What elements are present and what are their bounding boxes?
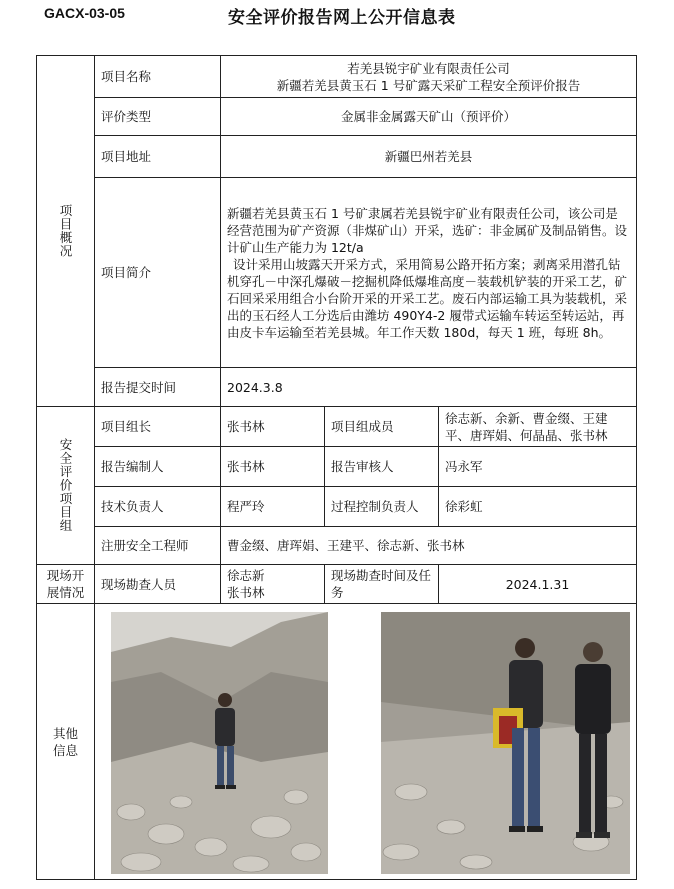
site-surveyors-label: 现场勘查人员 bbox=[95, 565, 221, 604]
process-control-label: 过程控制负责人 bbox=[325, 487, 439, 527]
section-site-work bbox=[37, 565, 95, 604]
project-name-value bbox=[221, 56, 637, 98]
section-label-line: 信息 bbox=[52, 742, 78, 758]
section-label-line: 现场开 bbox=[46, 568, 85, 583]
site-photo-1 bbox=[111, 612, 328, 874]
evaluation-type-value: 金属非金属露天矿山（预评价） bbox=[221, 98, 637, 136]
technical-lead-value: 程严玲 bbox=[221, 487, 325, 527]
project-intro-label: 项目简介 bbox=[95, 178, 221, 368]
document-code: GACX-03-05 bbox=[44, 5, 125, 21]
document-title: 安全评价报告网上公开信息表 bbox=[228, 8, 456, 28]
report-author-label: 报告编制人 bbox=[95, 447, 221, 487]
info-table bbox=[36, 55, 637, 880]
section-label-line: 其他 bbox=[52, 725, 78, 741]
intro-paragraph-2: 设计采用山坡露天开采方式，采用简易公路开拓方案；剥离采用潜孔钻机穿孔－中深孔爆破－挖掘机降低爆堆高度－装载机铲装的开采工艺，矿石回采采用组合小台阶开采的开采工艺。废石内部运输工具为装载机，采出的玉石经人工分选后由潍坊 490Y4-2 履带式运输车转运至转运站，再由皮卡车运输至若羌县城。年工作天数 180d，每天 1 班，每班 8h。 bbox=[227, 256, 628, 340]
surveyor-name: 张书林 bbox=[227, 585, 265, 600]
team-leader-label: 项目组长 bbox=[95, 407, 221, 447]
registered-engineers-value: 曹金缀、唐珲娟、王建平、徐志新、张书林 bbox=[221, 527, 637, 565]
section-label-line: 展情况 bbox=[46, 585, 85, 600]
site-survey-time-label: 现场勘查时间及任务 bbox=[325, 565, 439, 604]
team-leader-value: 张书林 bbox=[221, 407, 325, 447]
section-project-overview bbox=[37, 56, 95, 407]
team-members-value: 徐志新、余新、曹金缀、王建平、唐珲娟、何晶晶、张书林 bbox=[439, 407, 637, 447]
project-name-label: 项目名称 bbox=[95, 56, 221, 98]
section-other-info bbox=[37, 604, 95, 880]
section-label: 项目概况 bbox=[58, 204, 73, 258]
site-photos-cell bbox=[95, 604, 637, 880]
project-intro-value bbox=[221, 178, 637, 368]
technical-lead-label: 技术负责人 bbox=[95, 487, 221, 527]
report-author-value: 张书林 bbox=[221, 447, 325, 487]
project-address-value: 新疆巴州若羌县 bbox=[221, 136, 637, 178]
evaluation-type-label: 评价类型 bbox=[95, 98, 221, 136]
process-control-value: 徐彩虹 bbox=[439, 487, 637, 527]
company-name: 若羌县锐宇矿业有限责任公司 bbox=[347, 60, 510, 76]
team-members-label: 项目组成员 bbox=[325, 407, 439, 447]
project-address-label: 项目地址 bbox=[95, 136, 221, 178]
report-reviewer-value: 冯永军 bbox=[439, 447, 637, 487]
registered-engineers-label: 注册安全工程师 bbox=[95, 527, 221, 565]
submit-time-value: 2024.3.8 bbox=[221, 368, 637, 407]
report-reviewer-label: 报告审核人 bbox=[325, 447, 439, 487]
site-survey-time-value: 2024.1.31 bbox=[439, 565, 637, 604]
site-surveyors-value bbox=[221, 565, 325, 604]
surveyor-name: 徐志新 bbox=[227, 568, 265, 583]
submit-time-label: 报告提交时间 bbox=[95, 368, 221, 407]
section-label: 安全评价项目组 bbox=[58, 438, 73, 533]
report-name: 新疆若羌县黄玉石 1 号矿露天采矿工程安全预评价报告 bbox=[276, 77, 581, 93]
site-photo-2 bbox=[381, 612, 630, 874]
intro-paragraph-1: 新疆若羌县黄玉石 1 号矿隶属若羌县锐宇矿业有限责任公司，该公司是经营范围为矿产资源（非煤矿山）开采，选矿：非金属矿及制品销售。设计矿山生产能力为 12t/a bbox=[227, 205, 628, 255]
section-evaluation-team bbox=[37, 407, 95, 565]
